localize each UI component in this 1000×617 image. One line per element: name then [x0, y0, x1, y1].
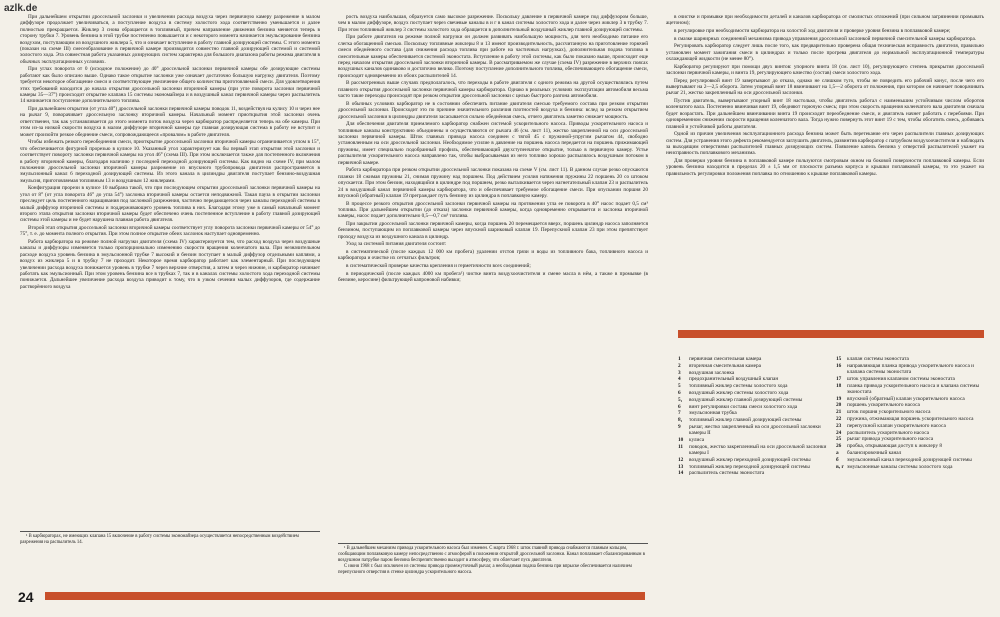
paragraph: При дальнейшем открытии дроссельной заслонки и увеличении расхода воздуха через первичную камеру разрежение в малом диффузоре продолжает увеличиваться, а поступление воздуха в систему холостого хода соответственно уменьшается и далее полностью прекращается. Жиклер 3 снова обращается в топливный, причем направление движения бензина меняется теперь в сторону трубки 7. Уровень бензина в этой трубке постепенно повышается и с некоторого момента начинается эмульсирование бензина воздухом, поступающим из воздушного жиклера 5, что и означает вступление в работу главной дозирующей системы. С этого момента (показан на схеме III) смесеобразование в первичной камере производится совместно главной дозирующей системой и системой холостого хода. Эта совместная работа указанных дозирующих систем характерна для большого диапазона работы режима двигателя в обычных эксплуатационных условиях. [20, 14, 320, 65]
legend-item [678, 470, 828, 476]
legend-item-text: эмульсионный канал переходной дозирующей системы [847, 456, 972, 463]
paragraph: в смазке шарнирных соединений механизма привода управления дроссельной заслонкой первичной смесительной камеры карбюратора. [674, 35, 977, 42]
legend-item [678, 356, 828, 362]
paragraph: В обычных условиях карбюратор не в состоянии обеспечить питание двигателя смесью требуемого состава при резком открытии дроссельной заслонки. Происходит это по причине значительного различия плотностей воздуха и бензина: вслед за резким открытием дроссельной заслонки в цилиндры двигателя засасывается сильно обеднённая смесь, отчего двигатель заметно снижает мощность. [338, 100, 648, 120]
legend-item-text: рычаг привода ускорительного насоса [847, 436, 934, 443]
legend-item-number: 15 [836, 356, 842, 362]
legend-item [678, 370, 828, 376]
footnote-2-text: ¹ В дальнейшем механизм привода ускорительного насоса был изменен. С марта 1968 г. шток главной привода снабжаются главным кольцом, сообщающим поплавковую камеру непосредственно с атмосферой в положении открытой дроссельной заслонки. Канал поплавкает сбалансированным в воздушном патрубке паром бензина беспрепятственно выходит в атмосферу, что облегчает пуск двигателя. [338, 546, 645, 563]
paragraph: Второй этап открытия дроссельной заслонки вторичной камеры соответствует углу поворота заслонки первичной камеры от 54° до 75°, т. е. до момента полного открытия. При этом полное открытие обеих заслонок наступает одновременно. [20, 224, 320, 238]
legend-item-number: 13 [678, 463, 684, 470]
paragraph: При закрытии дроссельной заслонки первичной камеры, когда поршень 20 перемещается вверх, поршень цилиндр насоса заполняется бензином, поступающим из поплавковой камеры через впускной шариковый клапан 19. Перепускной клапан 23 при этом препятствует проходу воздуха из воздушного канала в цилиндр. [338, 220, 648, 240]
legend-item-text: воздушный жиклер системы холостого хода [689, 389, 789, 396]
legend-item-text: винт регулировки состава смеси холостого хода [689, 403, 798, 410]
legend-item [836, 423, 986, 429]
legend-item [678, 410, 828, 416]
legend-item-text: воздушный жиклер переходной дозирующей системы [689, 456, 811, 463]
legend-item [678, 363, 828, 369]
legend-item-number: 16 [836, 362, 842, 369]
paragraph: При дальнейшем открытии (от угла 40°) дроссельной заслонки первичной камеры поводок 11, воздействуя на кулису 10 и через нее на рычаг 9, поворачивает дроссельную заслонку вторичной камеры. Начальный момент приоткрытия этой заслонки очень ответственен, так как устанавливается до этого момента поток воздуха через карбюратор распределяется теперь на обе камеры. При этом из-за низкой скорости воздуха в малом диффузоре вторичной камеры где главная дозирующая система в работу не вступит и может произойти резкое обеднение смеси, сопровождающееся «провалом» в работе двигателя. [20, 106, 320, 138]
legend-item [678, 424, 828, 436]
legend-item-number: 4 [678, 376, 681, 383]
legend-item [836, 383, 986, 395]
paragraph: Перед регулировкой винт 19 завертывают до отказа, однако не слишком туго, чтобы не повредить его рабочий конус, после чего его вывертывают на 2—2,5 оборота. Затем упорный винт 18 ввинчивают на 1,5—2 оборота от положения, при котором он начинает поворачивать рычаг 21, жестко закрепленный на оси дроссельной заслонки. [666, 77, 984, 97]
legend-item-text: воздушная заслонка [689, 369, 735, 376]
paragraph: Работа карбюратора на режиме полной нагрузки двигателя (схема IV) характеризуется тем, что расход воздуха через воздушные каналы и диффузоры изменяется только пропорционально изменению скорости вращения коленчатого вала. При незначительном расходе воздуха уровень бензина в эмульсионной трубке 7 высокий и бензин поступает в малый диффузор отдельными каплями, а воздух из жиклера 5 и в трубку 7 не проходит. Некоторое время карбюратор работает как элементарный. При последующем увеличении расхода воздуха понижается уровень в трубке 7 через верхние отверстия, а затем и через нижние, и карбюратор начинает работать как эмульсионный. При этом уровень бензина все в трубках 7, так и в каналах системы холостого хода переходной системы понижается. Дальнейшее увеличение расхода воздуха приводит к тому, что в узком сечении малых диффузоров, где содержание растворённого воздуха [20, 238, 320, 290]
legend-item [678, 404, 828, 410]
text-column-3 [666, 14, 984, 268]
legend-item-text: пробка, открывающая доступ к жиклеру 8 [847, 443, 942, 450]
legend-item-number: 25 [836, 436, 842, 443]
paragraph: Конфигурация прорези в кулисе 10 выбрана такой, что при последующем открытии дроссельной заслонки первичной камеры на угол от 8° (от угла поворота 46° до угла 54°) заслонка вторичной камеры остается неподвижной. Такая пауза в открытии заслонки преследует цель постепенного наращивания под заслонкой разрежения, частично передающегося через каналы переходной системы в малый диффузор вторичной системы и поддерживающего уровень топлива в них. Благодаря этому уже в самый начальный момент второго этапа открытия заслонки вторичной камеры будет обеспечено очень постепенное вступление в работу главной дозирующей системы этой камеры и не будет нарушена плавная работа двигателя. [20, 185, 320, 224]
paragraph: В рассмотренных выше случаях предполагалось, что переходы в работе двигателя с одного режима на другой осуществлялись путем плавного открытия дроссельной заслонки первичной камеры карбюратора. Однако в реальных условиях эксплуатации автомобиля весьма часто такие переходы происходят при резком открытии дроссельной заслонки с целью быстрого разгона автомобиля. [338, 80, 648, 100]
legend-item-number: 21 [836, 409, 842, 416]
legend-item [678, 444, 828, 456]
text-column-1 [20, 14, 320, 506]
legend-item [678, 376, 828, 382]
legend-item [678, 383, 828, 389]
legend-item-number: 5₁ [678, 396, 683, 403]
paragraph: Для обеспечения двигателя приемлемого карбюратор снабжен системой ускорительного насоса. Приводы ускорительного насоса и топливные каналы конструктивно объединены и осуществляются от рычага 46 (см. лист 11), жестко закрепленной на оси дроссельной заслонки первичной камеры. Шток главных привода насоса соединен с тягой 45 с пружиной-упругим рычагом 44, свободно установленным на оси дроссельной заслонки. Необходимое усилие в давление на поршень насоса передается на поршень прижимающей пружины, имеет специально подобранный профиль, обеспечивающий двухступенчатое открытие, только в первичную камеру. Устье распылителя ускорительного насоса направлено так, чтобы выбрасываемая из него топливо хорошо распылялось воздушным потоком в первичной камере. [338, 121, 648, 166]
legend-item-number: 22 [836, 415, 842, 422]
legend-item-text: шток управления клапаном системы эконостата [847, 375, 955, 382]
legend-item-text: топливный жиклер системы холостого хода [689, 383, 788, 390]
legend-item-number: 6 [678, 403, 681, 410]
legend-item [678, 464, 828, 470]
decorative-bar-bottom [45, 592, 645, 600]
paragraph: в регулировке при необходимости карбюратора на холостой ход двигателя и проверке уровня бензина в поплавковой камере; [674, 28, 951, 34]
legend-item-text: поршень ускорительного насоса [847, 402, 920, 409]
paragraph: рость воздуха наибольшая, образуется само высокое разрежение. Поскольку давление в первичной камере под диффузором больше, чем в малом диффузоре, воздух поступает через свечевые каналы в и г в канал системы холостого хода и далее через жиклер 3 в трубку 7. При этом топливный жиклер 3 системы холостого хода обращается в дополнительный воздушный жиклер главной дозирующей системы. [338, 14, 648, 33]
legend-item-number: 5 [678, 383, 681, 390]
legend-item-number: 8₁ [678, 417, 683, 424]
legend-item [678, 397, 828, 403]
legend-item-text: первичная смесительная камера [689, 356, 762, 362]
legend-item-text: балансировочный канал [847, 449, 902, 456]
footnote-1 [20, 531, 320, 547]
legend-item-text: предохранительный воздушный клапан [689, 376, 779, 383]
legend-item-text: эмульсионная трубка [689, 410, 737, 417]
legend-item-text: топливный жиклер главной дозирующей системы [689, 417, 802, 424]
paragraph: Пустив двигатель, вывертывают упорный винт 18 настолько, чтобы двигатель работал с наименьшим устойчивым числом оборотов коленчатого вала. Постепенно ввинчивая винт 19, обедняют горючую смесь; при этом скорость вращения коленчатого вала двигателя сначала будет возрастать. При дальнейшем ввинчивании винта 19 происходит переобеднение смеси, и двигатель начнет работать с перебоями. При одновременном снижении скорости вращения коленчатого вала. Тогда нужно повернуть этот винт 19 с тем, чтобы обогатить смесь, добиваясь плавной и устойчивой работы двигателя. [666, 98, 984, 130]
legend-item-number: 23 [836, 422, 842, 429]
legend-item-text: рычаг, жестко закрепленный на оси дроссельной заслонки камеры II [689, 423, 821, 437]
legend-item [678, 390, 828, 396]
legend-item-number: в, г [836, 463, 844, 470]
legend-item-text: шток поршня ускорительного насоса [847, 409, 931, 416]
legend-item [836, 356, 986, 362]
legend-item-number: а [836, 449, 839, 456]
legend-item-text: топливный жиклер переходной дозирующей системы [689, 463, 810, 470]
legend-item-text: пружина, отжимающая поршень ускорительного насоса [847, 415, 974, 422]
legend-item-text: воздушный жиклер главной дозирующей системы [689, 396, 803, 403]
legend-item [836, 409, 986, 415]
footnote-2-text: С июня 1968 г. был исключен из системы привода промежуточный рычаг, а необходимая подача бензина при впрыске обеспечивается наличием перепускного отверстия в стенке цилиндра ускорительного насоса. [338, 564, 632, 576]
legend-item-text: вторичная смесительная камера [689, 362, 761, 369]
legend-item-number: 12 [678, 456, 684, 463]
paragraph: в систематической проверке качества крепления и герметичности всех соединений; [346, 262, 531, 269]
legend-item-number: 18 [836, 382, 842, 389]
legend-left [678, 356, 828, 477]
legend-item-number: 11 [678, 443, 684, 450]
legend-right [836, 356, 986, 470]
legend-item-number: 3 [678, 369, 681, 376]
paragraph: При работе двигателя на режиме полной нагрузки он должен развивать наибольшую мощность, для чего необходимо питание его слегка обогащенной смесью. Поскольку топливные жиклеры 8 и 13 имеют производительность, рассчитанную на приготовление горючей смеси обеднённого состава (для снижения расхода топлива при работе на частичных нагрузках), дополнительная подача топлива в смесительные камеры обеспечивается системой эконостата. Вступление в работу этой системы, как было показано выше, происходит еще перед началом открытия дроссельной заслонки вторичной камеры. В рассматриваемом же случае (схема IV) разрежение в верхних поясах воздушных каналов одинаково и достаточно велико. Поэтому поступление дополнительного топлива, обеспечивающего обогащение смеси, происходит одновременно из обоих распылителей 14. [338, 34, 648, 79]
legend-item-text: клапан системы эконостата [847, 356, 909, 362]
legend-item [836, 436, 986, 442]
paragraph: Уход за системой питания двигателя состоит: [346, 241, 447, 248]
legend-item-number: 2 [678, 362, 681, 369]
legend-item-number: 19 [836, 395, 842, 402]
legend-item-text: впускной (обратный) клапан ускорительного насоса [847, 395, 965, 402]
page-number: 24 [18, 589, 34, 605]
legend-item-number: 10 [678, 436, 684, 443]
legend-item-number: б [836, 456, 839, 463]
legend-item [836, 396, 986, 402]
paragraph: в периодической (после каждых 4000 км пробега¹) чистке винта воздухоочистителя и смене масла в нём, а также в промывке (в бензине, керосине) фильтрующей капроновой набивки; [338, 270, 648, 283]
legend-item-number: 14 [678, 470, 684, 477]
paragraph: в систематической (после каждых 12 000 км пробега) удалении отстоя грязи и воды из топливного бака, топливного насоса и карбюратора и очистке их сетчатых фильтров; [338, 248, 648, 262]
legend-item [836, 464, 986, 470]
paragraph: Для проверки уровня бензина в поплавковой камере пользуются смотровым окном на боковой поверхности поплавковой камеры. Если уровень бензина находится в пределах 20 ± 1,5 мм от плоскости разъема корпуса и крышки поплавковой камеры, то это укажет на правильность регулировки положения поплавка по отношению к крышке поплавковой камеры. [666, 158, 984, 177]
decorative-bar-right [678, 330, 984, 338]
legend-item-text: направляющая планка привода ускорительного насоса и клапана системы эконостата [847, 362, 974, 375]
legend-item-number: 7 [678, 410, 681, 417]
paragraph: Карбюратор регулируют при помощи двух винтов: упорного винта 18 (см. лист 10), регулирующего степень прикрытия дроссельной заслонки первичной камеры, и винта 19, регулирующего качество (состав) смеси холостого хода. [666, 63, 984, 76]
paragraph: Работа карбюратора при резком открытии дроссельной заслонки показана на схеме V (см. лист 11). В данном случае резко опускаются планки 18 сжимая пружины 21, снимая пружину над поршнем. Под действием усилия натяжения пружины 22 поршень 20 со штоком опускается. При этом бензин, находящийся в цилиндре под поршнем, резко выталкивается через нагнетательный клапан 23 и распылитель 24 в воздушный канал первичной камеры карбюратора, что и обеспечивает требуемое обогащение смеси. При опускании поршня 20 впускной (обратный) клапан 19 преграждает путь бензину из цилиндра в поплавковую камеру. [338, 167, 648, 199]
legend-item [678, 417, 828, 423]
legend-item-number: 6 [678, 389, 681, 396]
legend-item-text: планка привода ускорительного насоса и клапана системы эконостата [847, 382, 980, 395]
legend-item [836, 363, 986, 375]
paragraph: В процессе резкого открытия дроссельной заслонки первичной камеры на протяжении угла ее поворота в 40° насос подает 0,5 см³ топлива. При дальнейшем открытии (до отказа) заслонки первичной камеры, когда одновременно открывается и заслонка вторичной камеры, насос подает дополнительно 0,5—0,7 см³ топлива. [338, 200, 648, 220]
legend-item-text: перепускной клапан ускорительного насоса [847, 422, 946, 429]
legend-item-text: распылитель системы эконостата [689, 470, 765, 477]
legend-item-number: 26 [836, 443, 842, 450]
legend-item-number: 1 [678, 356, 681, 362]
legend-item [836, 376, 986, 382]
legend-item [836, 457, 986, 463]
legend-item [836, 430, 986, 436]
footnote-2 [338, 543, 648, 577]
legend-item-number: 9 [678, 423, 681, 430]
legend-item-text: распылитель ускорительного насоса [847, 429, 930, 436]
legend-item-text: поводок, жестко закрепленный на оси дроссельной заслонки камеры I [689, 443, 827, 456]
legend-item [836, 402, 986, 408]
text-column-2 [338, 14, 648, 588]
legend-item [678, 457, 828, 463]
legend-item-text: кулиса [689, 436, 705, 443]
legend-item-number: 24 [836, 429, 842, 436]
legend-item [836, 416, 986, 422]
legend-item [836, 450, 986, 456]
legend-item [836, 443, 986, 449]
paragraph: Одной из причин увеличения эксплуатационного расхода бензина может быть перетекание его через распылители главных дозирующих систем. Для устранения этого дефекта рекомендуется заглушить двигатель, развинтив карбюратор с патрубком воздухоочистителя и наблюдать за выходящим отверстиями распылителей главных дозирующих систем. Появление капель бензина у отверстий распылителей укажет на неисправность поплавкового механизма. [666, 131, 984, 157]
site-watermark: azlk.de [4, 3, 38, 14]
footnote-1-text: ¹ В карбюраторах, не имеющих клапана 15 включение в работу системы экономайзера осуществляется непосредственным воздействием разрежения на распылитель 14. [20, 534, 299, 545]
legend-item-text: эмульсионные каналы системы холостого хода [847, 463, 953, 470]
paragraph: При углах поворота от 0 (исходное положение) до 40° дроссельной заслонки первичной камеры обе дозирующие системы работают как было описано выше. Однако такое открытие заслонки уже означает достаточно большую нагрузку двигателя. Поэтому требуется некоторое обогащение смеси и соответствующее увеличение общего количества приготовляемой смеси. Для удовлетворения этих требований находится до начала открытия дроссельной заслонки вторичной камеры (при угле поворота заслонки первичной камеры 35—37°) происходит открытие клапана 15 системы экономайзера и в воздушный канал первичной камеры через распылитель 14 начинается поступление дополнительного топлива. [20, 66, 320, 105]
legend-item [678, 437, 828, 443]
paragraph: Регулировать карбюратор следует лишь после того, как предварительно проверена общая техническая исправность двигателя, правильно установлен момент зажигания смеси в цилиндрах и только после прогрева двигателя до нормальной эксплуатационной температуры охлаждающей жидкости (не менее 80°). [666, 43, 984, 62]
legend-item-number: 20 [836, 402, 842, 409]
paragraph: в очистке и промывке при необходимости деталей и каналов карбюратора от смолистых отложений (при сильном загрязнении промывать ацетоном); [666, 14, 984, 27]
paragraph: Чтобы избежать резкого переобеднения смеси, приоткрытие дроссельной заслонки вторичной камеры ограничивается углом в 15°, что обеспечивается фигурной прорезью в кулисе 10. Указанный угол характеризует как бы первый этап открытия этой заслонки и соответствует повороту заслонки первичной камеры на угол 46° (схема III). При этом исключается также для постепенного включения в работу вторичной камеры, благодаря наличию у последней переходной дозирующей системы. Как видно на схеме IV, при малом положении дроссельной заслонки вторичной камеры разрежение из впускного трубопровода двигателя распространяется в эмульсионный канал 6 переходной дозирующей системы. Из этого канала в цилиндры двигателя поступает бензино-воздушная эмульсия, приготовляемая топливным 13 и воздушным 12 жиклерами. [20, 139, 320, 184]
legend-item-number: 17 [836, 375, 842, 382]
